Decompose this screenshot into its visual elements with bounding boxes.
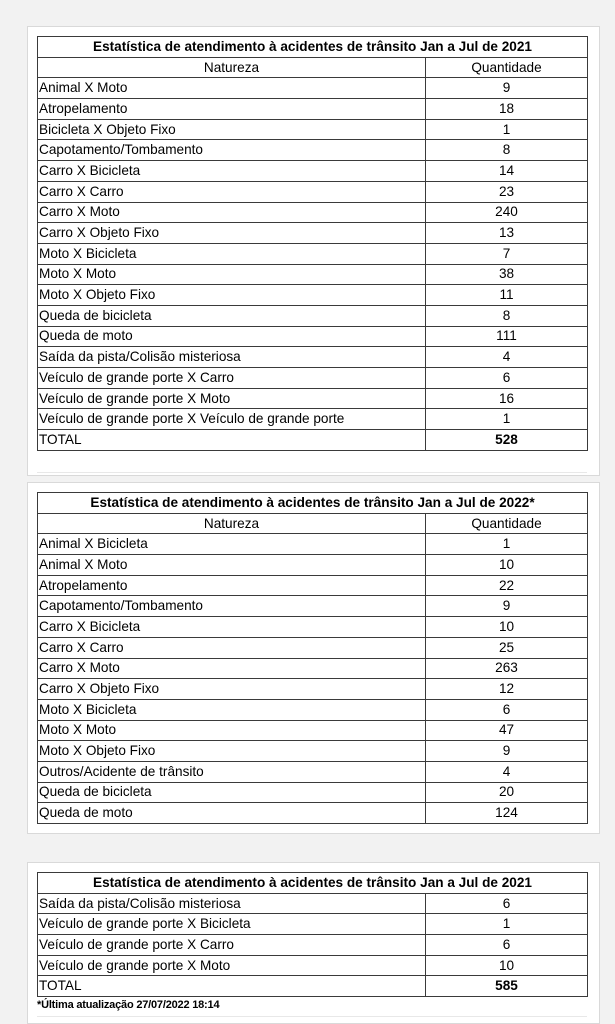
table-row — [38, 893, 588, 914]
natureza-cell: Carro X Objeto Fixo — [38, 223, 426, 244]
table-header-row — [38, 57, 588, 78]
column-header-natureza: Natureza — [38, 513, 426, 534]
quantidade-cell: 9 — [426, 741, 588, 762]
table-row — [38, 326, 588, 347]
natureza-cell: Queda de moto — [38, 326, 426, 347]
natureza-cell: Saída da pista/Colisão misteriosa — [38, 347, 426, 368]
quantidade-cell: 11 — [426, 285, 588, 306]
table-row — [38, 617, 588, 638]
quantidade-cell: 10 — [426, 955, 588, 976]
quantidade-cell: 12 — [426, 679, 588, 700]
stats-table-2021-body — [38, 37, 588, 451]
total-value: 585 — [426, 976, 588, 997]
table-row — [38, 679, 588, 700]
natureza-cell: Carro X Bicicleta — [38, 161, 426, 182]
natureza-cell: Queda de moto — [38, 803, 426, 824]
natureza-cell: Capotamento/Tombamento — [38, 140, 426, 161]
quantidade-cell: 8 — [426, 140, 588, 161]
table-title: Estatística de atendimento à acidentes de trânsito Jan a Jul de 2022* — [38, 493, 588, 514]
table-row — [38, 181, 588, 202]
table-row — [38, 99, 588, 120]
table-card-continuation — [27, 862, 600, 1024]
quantidade-cell: 6 — [426, 935, 588, 956]
natureza-cell: Atropelamento — [38, 575, 426, 596]
stats-table-continuation — [37, 872, 588, 997]
quantidade-cell: 25 — [426, 637, 588, 658]
natureza-cell: Animal X Bicicleta — [38, 534, 426, 555]
table-row — [38, 637, 588, 658]
table-title-row — [38, 493, 588, 514]
stats-table-continuation-body — [38, 873, 588, 997]
table-row — [38, 761, 588, 782]
total-label: TOTAL — [38, 976, 426, 997]
table-card-2022 — [27, 482, 600, 834]
table-row — [38, 409, 588, 430]
table-row — [38, 575, 588, 596]
table-row — [38, 243, 588, 264]
table-card-2021 — [27, 26, 600, 476]
table-row — [38, 264, 588, 285]
quantidade-cell: 16 — [426, 388, 588, 409]
quantidade-cell: 9 — [426, 78, 588, 99]
table-title-row — [38, 873, 588, 894]
quantidade-cell: 6 — [426, 893, 588, 914]
table-row — [38, 555, 588, 576]
column-header-natureza: Natureza — [38, 57, 426, 78]
quantidade-cell: 7 — [426, 243, 588, 264]
natureza-cell: Outros/Acidente de trânsito — [38, 761, 426, 782]
natureza-cell: Veículo de grande porte X Moto — [38, 388, 426, 409]
quantidade-cell: 1 — [426, 914, 588, 935]
natureza-cell: Moto X Objeto Fixo — [38, 741, 426, 762]
quantidade-cell: 18 — [426, 99, 588, 120]
natureza-cell: Queda de bicicleta — [38, 782, 426, 803]
table-row — [38, 285, 588, 306]
table-row — [38, 782, 588, 803]
table-row — [38, 803, 588, 824]
table-row — [38, 305, 588, 326]
natureza-cell: Animal X Moto — [38, 555, 426, 576]
sheet-gridline — [37, 1016, 587, 1017]
natureza-cell: Moto X Objeto Fixo — [38, 285, 426, 306]
quantidade-cell: 124 — [426, 803, 588, 824]
column-header-quantidade: Quantidade — [426, 57, 588, 78]
natureza-cell: Veículo de grande porte X Carro — [38, 935, 426, 956]
table-header-row — [38, 513, 588, 534]
table-row — [38, 368, 588, 389]
natureza-cell: Bicicleta X Objeto Fixo — [38, 119, 426, 140]
table-row — [38, 347, 588, 368]
table-title: Estatística de atendimento à acidentes de trânsito Jan a Jul de 2021 — [38, 37, 588, 58]
sheet-gridline — [37, 472, 587, 473]
table-row — [38, 741, 588, 762]
natureza-cell: Carro X Moto — [38, 202, 426, 223]
quantidade-cell: 4 — [426, 761, 588, 782]
table-title: Estatística de atendimento à acidentes de trânsito Jan a Jul de 2021 — [38, 873, 588, 894]
table-row — [38, 202, 588, 223]
quantidade-cell: 47 — [426, 720, 588, 741]
table-row — [38, 119, 588, 140]
natureza-cell: Veículo de grande porte X Bicicleta — [38, 914, 426, 935]
quantidade-cell: 10 — [426, 617, 588, 638]
total-value: 528 — [426, 430, 588, 451]
table-row — [38, 388, 588, 409]
natureza-cell: Atropelamento — [38, 99, 426, 120]
quantidade-cell: 22 — [426, 575, 588, 596]
quantidade-cell: 263 — [426, 658, 588, 679]
quantidade-cell: 13 — [426, 223, 588, 244]
natureza-cell: Saída da pista/Colisão misteriosa — [38, 893, 426, 914]
table-row — [38, 699, 588, 720]
total-row — [38, 430, 588, 451]
quantidade-cell: 1 — [426, 534, 588, 555]
total-label: TOTAL — [38, 430, 426, 451]
table-row — [38, 223, 588, 244]
table-row — [38, 658, 588, 679]
table-row — [38, 935, 588, 956]
quantidade-cell: 14 — [426, 161, 588, 182]
table-row — [38, 596, 588, 617]
natureza-cell: Carro X Objeto Fixo — [38, 679, 426, 700]
natureza-cell: Veículo de grande porte X Moto — [38, 955, 426, 976]
natureza-cell: Carro X Carro — [38, 637, 426, 658]
quantidade-cell: 38 — [426, 264, 588, 285]
table-row — [38, 720, 588, 741]
natureza-cell: Capotamento/Tombamento — [38, 596, 426, 617]
stats-table-2022-body — [38, 493, 588, 824]
table-row — [38, 78, 588, 99]
natureza-cell: Moto X Bicicleta — [38, 699, 426, 720]
stats-table-2022 — [37, 492, 588, 824]
natureza-cell: Queda de bicicleta — [38, 305, 426, 326]
quantidade-cell: 1 — [426, 409, 588, 430]
table-row — [38, 161, 588, 182]
quantidade-cell: 8 — [426, 305, 588, 326]
table-title-row — [38, 37, 588, 58]
natureza-cell: Moto X Moto — [38, 264, 426, 285]
natureza-cell: Carro X Bicicleta — [38, 617, 426, 638]
natureza-cell: Carro X Moto — [38, 658, 426, 679]
quantidade-cell: 20 — [426, 782, 588, 803]
natureza-cell: Moto X Moto — [38, 720, 426, 741]
table-row — [38, 534, 588, 555]
natureza-cell: Animal X Moto — [38, 78, 426, 99]
natureza-cell: Carro X Carro — [38, 181, 426, 202]
quantidade-cell: 10 — [426, 555, 588, 576]
natureza-cell: Moto X Bicicleta — [38, 243, 426, 264]
quantidade-cell: 23 — [426, 181, 588, 202]
quantidade-cell: 9 — [426, 596, 588, 617]
quantidade-cell: 4 — [426, 347, 588, 368]
natureza-cell: Veículo de grande porte X Veículo de grande porte — [38, 409, 426, 430]
quantidade-cell: 240 — [426, 202, 588, 223]
stats-table-2021 — [37, 36, 588, 451]
footnote-last-update: *Última atualização 27/07/2022 18:14 — [37, 999, 220, 1011]
table-row — [38, 914, 588, 935]
quantidade-cell: 6 — [426, 699, 588, 720]
quantidade-cell: 6 — [426, 368, 588, 389]
total-row — [38, 976, 588, 997]
table-row — [38, 955, 588, 976]
quantidade-cell: 111 — [426, 326, 588, 347]
quantidade-cell: 1 — [426, 119, 588, 140]
column-header-quantidade: Quantidade — [426, 513, 588, 534]
natureza-cell: Veículo de grande porte X Carro — [38, 368, 426, 389]
table-row — [38, 140, 588, 161]
